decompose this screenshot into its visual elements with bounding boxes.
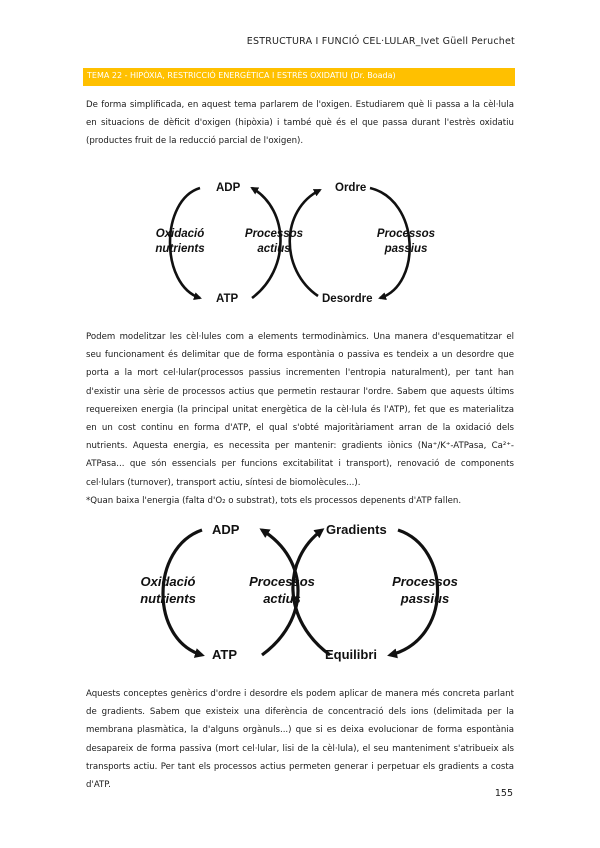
arrow-atp-to-adp-2 [262, 530, 298, 655]
label-desordre: Desordre [322, 293, 373, 305]
label-equilibri: Equilibri [325, 647, 377, 662]
label-processos-actius-2: actius [257, 243, 291, 255]
label-atp: ATP [216, 293, 239, 305]
intro-paragraph [86, 96, 514, 151]
chapter-banner [83, 68, 515, 86]
label-processos-passius-2: passius [384, 243, 428, 255]
label-ordre: Ordre [335, 182, 367, 194]
label-processos-actius-1: Processos [244, 228, 304, 240]
gradients-text: Aquests conceptes genèrics d'ordre i desordre els podem aplicar de manera més concreta parlant de gradients. Sabem que existeix una diferència de concentració dels ions (delimitada per la membrana plasmàtica, la d'alguns orgànuls...) que si es deixa evolucionar de forma espontània desapareix de forma passiva (mort cel·lular, lisi de la cèl·lula), el seu manteniment s'atribueix als transports actiu. Per tant els processos actius permeten generar i perpetuar els gradients a costa d'ATP. [86, 689, 514, 791]
label-processos-passius-2a: Processos [392, 574, 458, 589]
energy-note: *Quan baixa l'energia (falta d'O₂ o substrat), tots els processos depenents d'ATP fallen. [86, 495, 462, 506]
arrow-desordre-to-ordre [290, 190, 320, 296]
label-processos-actius-2a: Processos [249, 574, 315, 589]
label-nutrients-2: nutrients [140, 591, 196, 606]
label-atp-2: ATP [212, 647, 238, 662]
thermodynamics-paragraph [86, 328, 514, 510]
label-nutrients: nutrients [155, 243, 205, 255]
label-oxidacio: Oxidació [155, 228, 205, 240]
label-adp: ADP [216, 182, 241, 194]
gradients-paragraph [86, 685, 514, 794]
label-processos-passius-2b: passius [400, 591, 450, 606]
chapter-title: TEMA 22 - HIPÒXIA, RESTRICCIÓ ENERGÈTICA I ESTRÈS OXIDATIU (Dr. Boada) [87, 71, 396, 80]
page-number: 155 [494, 788, 513, 799]
arrow-adp-to-atp-2 [163, 530, 202, 655]
arrow-gradients-to-equilibri [390, 530, 438, 655]
label-adp-2: ADP [212, 522, 240, 537]
thermodynamics-text: Podem modelitzar les cèl·lules com a elements termodinàmics. Una manera d'esquematitzar el seu funcionament és delimitar que de forma espontània o passiva es tendeix a un desordre que porta a la mort cel·lular(processos passius incrementen l'entropia naturalment), per tant han d'existir una sèrie de processos actius que permetin restaurar l'ordre. Sabem que aquests últims requereixen energia (la principal unitat energètica de la cèl·lula és l'ATP), fet que es materialitza en un cost continu en forma d'ATP, el qual s'obté majoritàriament arran de la oxidació dels nutrients. Aquesta energia, es necessita per mantenir: gradients iònics (Na⁺/K⁺-ATPasa, Ca²⁺-ATPasa... que són essencials per funcions excitabilitat i transport), renovació de components cel·lulars (turnover), transport actiu, síntesi de biomolècules...). [86, 332, 514, 488]
intro-text: De forma simplificada, en aquest tema parlarem de l'oxigen. Estudiarem què li passa a la cèl·lula en situacions de dèficit d'oxigen (hipòxia) i també què és el que passa durant l'estrès oxidatiu (productes fruit de la reducció parcial de l'oxigen). [86, 100, 514, 147]
label-oxidacio-2: Oxidació [140, 574, 196, 589]
arrow-ordre-to-desordre [370, 188, 410, 298]
running-header: ESTRUCTURA I FUNCIÓ CEL·LULAR_Ivet Güell Peruchet [246, 36, 515, 47]
label-processos-actius-2b: actius [263, 591, 301, 606]
label-processos-passius-1: Processos [376, 228, 436, 240]
arrow-equilibri-to-gradients [293, 530, 330, 655]
label-gradients: Gradients [326, 522, 387, 537]
arrow-adp-to-atp [170, 188, 200, 298]
arrow-atp-to-adp [252, 188, 281, 298]
